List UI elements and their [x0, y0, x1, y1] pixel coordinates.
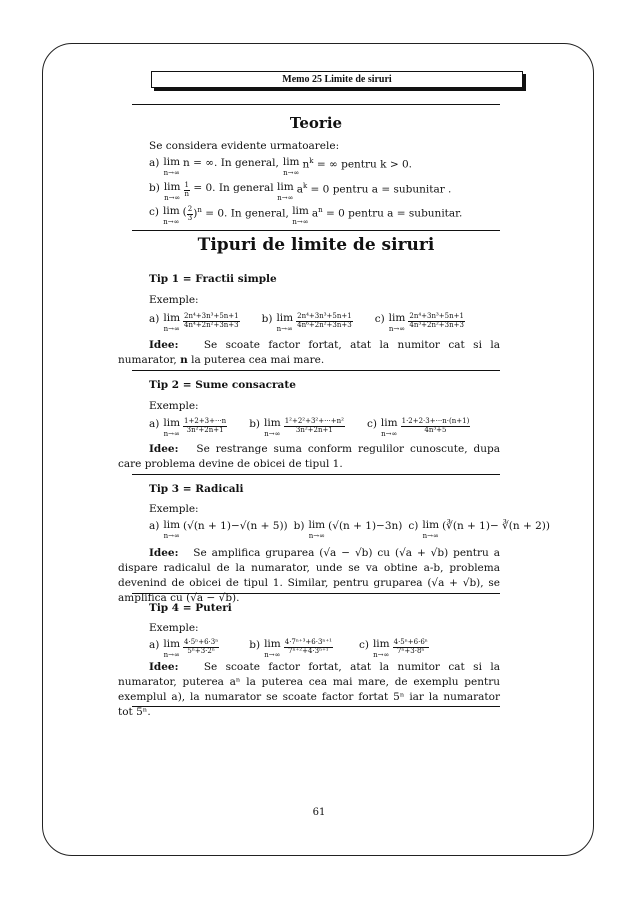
- tip4-title: Tip 4 = Puteri: [149, 602, 232, 614]
- limit-operator: lim n→∞: [277, 181, 294, 202]
- limit-operator: lim n→∞: [282, 156, 300, 177]
- divider: [132, 593, 500, 594]
- tip1-exemple-label: Exemple:: [149, 294, 199, 306]
- limit-operator: lim n→∞: [276, 312, 294, 333]
- tip4-exemple-label: Exemple:: [149, 622, 199, 634]
- limit-operator: lim n→∞: [308, 519, 326, 540]
- tip2-fraction-b: $\frac{\text{1²+2²+3²+···+n²}}{\text{3n²+2n+1}}$: [284, 417, 344, 434]
- tip1-examples: a) lim n→∞ $\frac{\text{2n⁴+3n³+5n+1}}{\text{4n⁴+2n²+3n+3}}$ b) lim n→∞ $\frac{\text{2n⁴+3n³+5n+1}}{\text{4n⁶+2n²+3n+3}}$ c) lim n→∞ $\frac{\text{2n⁴+3n³+5n+1}}{\text{4n³+2n²+3n+3}}$: [149, 312, 464, 333]
- divider: [132, 230, 500, 231]
- tip1-fraction-c: $\frac{\text{2n⁴+3n³+5n+1}}{\text{4n³+2n²+3n+3}}$: [409, 312, 464, 329]
- tip4-examples: a) lim n→∞ $\frac{\text{4·5ⁿ+6·3ⁿ}}{\text{5ⁿ+3·2ⁿ}}$ b) lim n→∞ $\frac{\text{4·7ⁿ⁺³+6·3ⁿ⁺¹}}{\text{7ⁿ⁺²+4·3ⁿ⁺¹}}$ c) lim n→∞ $\frac{\text{4·5ⁿ+6·6ⁿ}}{\text{7ⁿ+3·8ⁿ}}$: [149, 638, 428, 659]
- limit-operator: lim n→∞: [292, 205, 309, 226]
- tip4-idee: Idee: Se scoate factor fortat, atat la numitor cat si la numarator, puterea aⁿ la puterea cea mai mare, de exemplu pentru exemplul a), la numarator se scoate factor fortat 5ⁿ iar la numarator tot 5ⁿ.: [118, 661, 500, 718]
- divider: [132, 474, 500, 475]
- divider: [132, 104, 500, 105]
- tip1-fraction-a: $\frac{\text{2n⁴+3n³+5n+1}}{\text{4n⁴+2n²+3n+3}}$: [184, 312, 239, 329]
- teorie-item-a-text: n = ∞. In general,: [183, 157, 279, 169]
- tip2-fraction-a: $\frac{1+2+3+\cdot\cdot\cdot n}{\text{3n²+2n+1}}$: [184, 417, 227, 434]
- tip2-examples: a) lim n→∞ $\frac{1+2+3+\cdot\cdot\cdot n}{\text{3n²+2n+1}}$ b) lim n→∞ $\frac{\text{1²+2²+3²+···+n²}}{\text{3n²+2n+1}}$ c) lim n→∞ $\frac{1\cdot 2+2\cdot 3+\cdot\cdot\cdot n\cdot(n+1)}{\text{4n³+5}}$: [149, 417, 470, 438]
- tip2-exemple-label: Exemple:: [149, 400, 199, 412]
- teorie-item-a: a) lim n→∞ n = ∞. In general, lim n→∞ $n^k$ = ∞ pentru k > 0.: [149, 156, 412, 177]
- limit-operator: lim n→∞: [264, 638, 281, 659]
- divider: [132, 370, 500, 371]
- tip1-idee: Idee: Se scoate factor fortat, atat la numitor cat si la numarator, n la puterea cea mai mare.: [118, 339, 500, 366]
- tip3-expr-b: (√(n + 1)−3n): [328, 520, 403, 532]
- limit-operator: lim n→∞: [163, 312, 181, 333]
- page-number: 61: [312, 807, 326, 818]
- teorie-intro: Se considera evidente urmatoarele:: [149, 140, 340, 152]
- limit-operator: lim n→∞: [372, 638, 390, 659]
- limit-operator: lim n→∞: [163, 156, 181, 177]
- divider: [132, 706, 500, 707]
- section-title-tipuri: Tipuri de limite de siruri: [197, 235, 435, 255]
- tip4-fraction-c: $\frac{\text{4·5ⁿ+6·6ⁿ}}{\text{7ⁿ+3·8ⁿ}}$: [393, 638, 428, 655]
- limit-operator: lim n→∞: [264, 417, 281, 438]
- limit-operator: lim n→∞: [422, 519, 440, 540]
- tip3-title: Tip 3 = Radicali: [149, 483, 244, 495]
- tip4-fraction-a: $\frac{\text{4·5ⁿ+6·3ⁿ}}{\text{5ⁿ+3·2ⁿ}}$: [184, 638, 219, 655]
- tip1-title: Tip 1 = Fractii simple: [149, 273, 277, 285]
- tip3-idee: Idee: Se amplifica gruparea (√a − √b) cu (√a + √b) pentru a dispare radicalul de la numarator, unde se va obtine a-b, problema devenind de obicei de tipul 1. Similar, pentru gruparea (√a + √b), se amplifica cu (√a − √b).: [118, 547, 500, 604]
- tip1-fraction-b: $\frac{\text{2n⁴+3n³+5n+1}}{\text{4n⁶+2n²+3n+3}}$: [297, 312, 352, 329]
- limit-operator: lim n→∞: [163, 519, 181, 540]
- tip3-exemple-label: Exemple:: [149, 503, 199, 515]
- limit-operator: lim n→∞: [163, 638, 181, 659]
- tip4-fraction-b: $\frac{\text{4·7ⁿ⁺³+6·3ⁿ⁺¹}}{\text{7ⁿ⁺²+4·3ⁿ⁺¹}}$: [284, 638, 332, 655]
- memo-title: Memo 25 Limite de siruri: [282, 74, 392, 85]
- section-title-teorie: Teorie: [289, 114, 343, 132]
- tip3-examples: a) lim n→∞ (√(n + 1)−√(n + 5)) b) lim n→∞ (√(n + 1)−3n) c) lim n→∞ (∛(n + 1)− ∛(n + 2)): [149, 519, 550, 540]
- limit-operator: lim n→∞: [163, 181, 181, 202]
- limit-operator: lim n→∞: [388, 312, 406, 333]
- limit-operator: lim n→∞: [163, 417, 181, 438]
- memo-header: [151, 71, 523, 88]
- tip3-expr-a: (√(n + 1)−√(n + 5)): [183, 520, 288, 532]
- tip2-fraction-c: $\frac{1\cdot 2+2\cdot 3+\cdot\cdot\cdot n\cdot(n+1)}{\text{4n³+5}}$: [401, 417, 470, 434]
- tip2-idee: Idee: Se restrange suma conform regulilor cunoscute, dupa care problema devine de obicei de tipul 1.: [118, 443, 500, 470]
- teorie-item-b: b) lim n→∞ $\frac{1}{n}$ = 0. In general lim n→∞ $a^k = 0$ pentru a = subunitar .: [149, 181, 452, 202]
- teorie-item-c: c) lim n→∞ ( $\frac{2}{3}$ )$^n$ = 0. In general, lim n→∞ $a^n = 0$ pentru a = subunitar.: [149, 205, 463, 226]
- limit-operator: lim n→∞: [162, 205, 180, 226]
- tip2-title: Tip 2 = Sume consacrate: [149, 379, 296, 391]
- limit-operator: lim n→∞: [380, 417, 398, 438]
- tip3-expr-c: (∛(n + 1)− ∛(n + 2)): [442, 520, 550, 532]
